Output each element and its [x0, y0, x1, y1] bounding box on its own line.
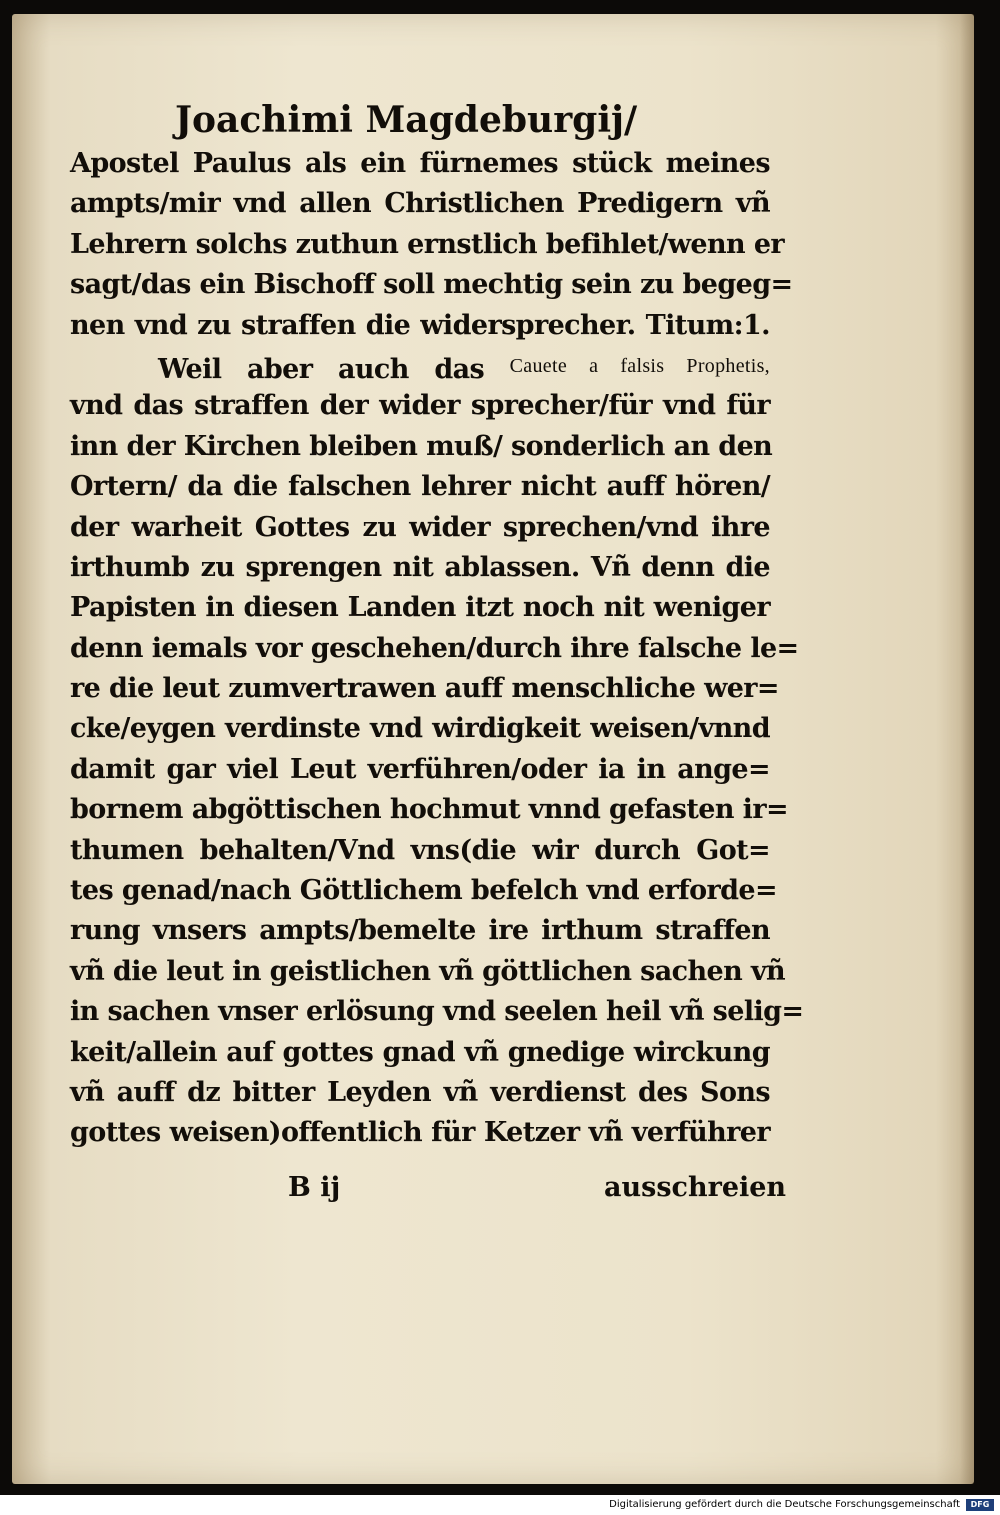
- text-line: irthumb zu sprengen nit ablassen. Vñ denn die: [70, 551, 770, 583]
- text-line: vñ auff dz bitter Leyden vñ verdienst des Sons: [70, 1076, 770, 1108]
- text-line: damit gar viel Leut verführen/oder ia in ange=: [70, 753, 770, 785]
- text-line: nen vnd zu straffen die widersprecher. Titum:1.: [70, 309, 770, 341]
- text-line: Papisten in diesen Landen itzt noch nit weniger: [70, 592, 770, 624]
- text-line: Ortern/ da die falschen lehrer nicht auff hören/: [70, 471, 770, 503]
- signature-mark: B ij: [288, 1172, 341, 1203]
- text-line: thumen behalten/Vnd vns(die wir durch Got=: [70, 834, 770, 866]
- text-line: tes genad/nach Göttlichem befelch vnd erforde=: [70, 875, 778, 907]
- text-line: Apostel Paulus als ein fürnemes stück meines: [70, 148, 770, 179]
- text-line: der warheit Gottes zu wider sprechen/vnd ihre: [70, 511, 770, 543]
- text-line-with-latin: [70, 346, 770, 386]
- latin-quote: Cauete a falsis Prophetis,: [509, 354, 770, 377]
- text-line: ampts/mir vnd allen Christlichen Predigern vñ: [70, 188, 770, 220]
- running-heading: Joachimi Magdeburgij/: [175, 99, 638, 141]
- catchword: ausschreien: [604, 1172, 787, 1203]
- text-line: gottes weisen)offentlich für Ketzer vñ verführer: [70, 1117, 770, 1149]
- page-edge-shadow: [960, 14, 974, 1484]
- text-line: Lehrern solchs zuthun ernstlich befihlet/wenn er: [70, 228, 785, 260]
- digitization-footer: [0, 1495, 1000, 1515]
- text-line: inn der Kirchen bleiben muß/ sonderlich an den: [70, 430, 773, 462]
- text-block: [70, 96, 804, 1154]
- text-line: vnd das straffen der wider sprecher/für vnd für: [70, 390, 770, 422]
- text-line: denn iemals vor geschehen/durch ihre falsche le=: [70, 632, 799, 664]
- text-line: bornem abgöttischen hochmut vnnd gefasten ir=: [70, 794, 788, 826]
- text-line: vñ die leut in geistlichen vñ göttlichen sachen vñ: [70, 955, 786, 987]
- text-line: rung vnsers ampts/bemelte ire irthum straffen: [70, 915, 770, 947]
- funding-notice: Digitalisierung gefördert durch die Deutsche Forschungsgemeinschaft: [609, 1499, 960, 1510]
- text-line: cke/eygen verdinste vnd wirdigkeit weisen/vnnd: [70, 713, 770, 745]
- dfg-logo: DFG: [966, 1499, 994, 1511]
- text-line: re die leut zumvertrawen auff menschliche wer=: [70, 673, 779, 705]
- book-page: [12, 14, 974, 1484]
- text-line: sagt/das ein Bischoff soll mechtig sein zu begeg=: [70, 269, 793, 301]
- paragraph-start: Weil aber auch das: [158, 353, 485, 385]
- text-line: keit/allein auf gottes gnad vñ gnedige wirckung: [70, 1036, 770, 1068]
- text-line: in sachen vnser erlösung vnd seelen heil vñ selig=: [70, 996, 804, 1028]
